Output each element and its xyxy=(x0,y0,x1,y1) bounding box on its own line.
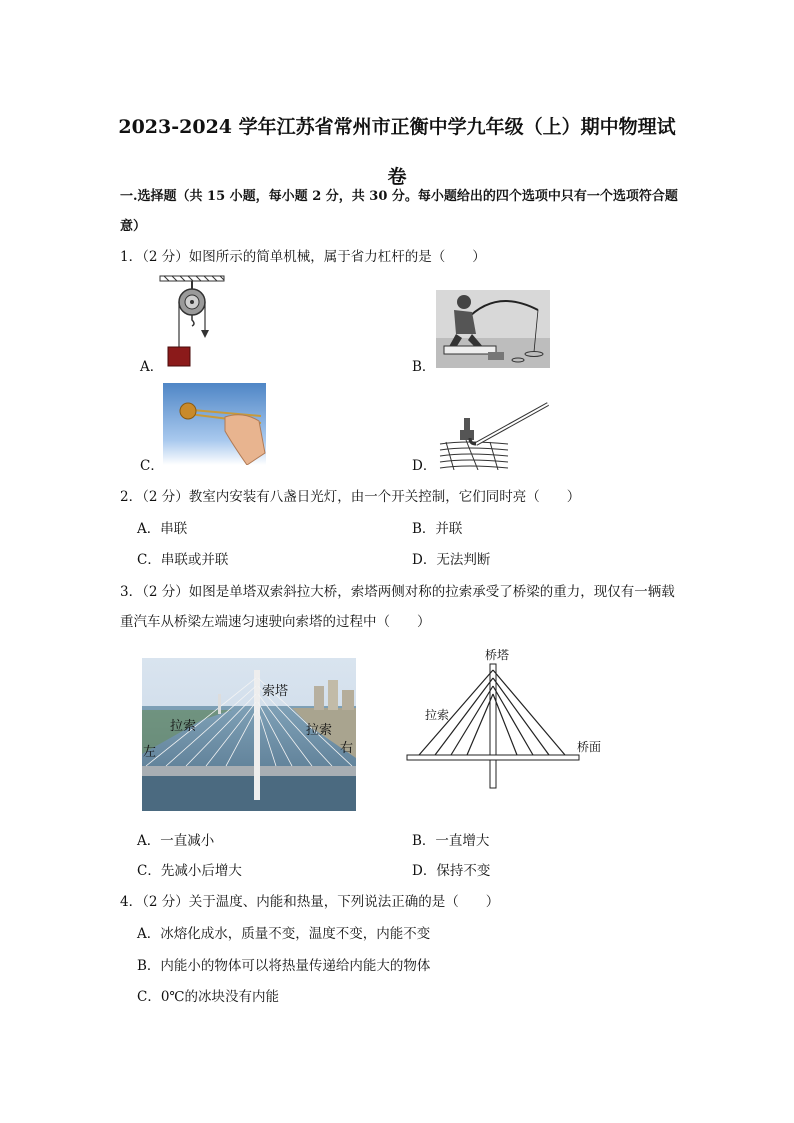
chopsticks-image xyxy=(163,383,266,465)
question-2-stem: 2．（2 分）教室内安装有八盏日光灯，由一个开关控制，它们同时亮（ ） xyxy=(120,489,581,505)
question-2-option-c: C．串联或并联 xyxy=(137,552,229,568)
pulley-image xyxy=(158,274,228,370)
question-2-option-b: B．并联 xyxy=(412,521,463,537)
question-4-option-c: C．0℃的冰块没有内能 xyxy=(137,989,280,1005)
fishing-rod-image xyxy=(436,290,550,368)
question-3-stem: 3．（2 分）如图是单塔双索斜拉大桥，索塔两侧对称的拉索承受了桥梁的重力，现仅有一辆载重汽车从桥梁左端速匀速驶向索塔的过程中（ ） xyxy=(120,584,675,630)
diagram-label-cable: 拉索 xyxy=(425,708,450,722)
question-1-stem: 1．（2 分）如图所示的简单机械，属于省力杠杆的是（ ） xyxy=(120,249,486,265)
question-4-stem: 4．（2 分）关于温度、内能和热量，下列说法正确的是（ ） xyxy=(120,894,500,910)
bridge-photo xyxy=(142,658,356,811)
question-1-option-c: C． xyxy=(140,458,164,474)
question-4-option-b: B．内能小的物体可以将热量传递给内能大的物体 xyxy=(137,958,431,974)
bridge-diagram xyxy=(405,644,605,792)
question-1-option-a: A． xyxy=(140,359,164,375)
photo-label-right: 右 xyxy=(340,741,354,756)
title-line-1: 2023-2024 学年江苏省常州市正衡中学九年级（上）期中物理试 xyxy=(118,116,676,138)
question-3-option-a: A．一直减小 xyxy=(137,833,215,849)
photo-label-tower: 索塔 xyxy=(262,684,289,699)
photo-label-cable-left: 拉索 xyxy=(170,719,197,734)
question-3-option-d: D．保持不变 xyxy=(412,863,491,879)
photo-label-left: 左 xyxy=(143,745,157,760)
question-1-option-d: D． xyxy=(412,458,437,474)
crowbar-image xyxy=(436,400,552,470)
question-2-option-a: A．串联 xyxy=(137,521,188,537)
question-1-option-b: B． xyxy=(412,359,436,375)
question-3-option-c: C．先减小后增大 xyxy=(137,863,242,879)
question-4-option-a: A．冰熔化成水，质量不变，温度不变，内能不变 xyxy=(137,926,431,942)
question-2-option-d: D．无法判断 xyxy=(412,552,491,568)
title-line-2: 卷 xyxy=(387,166,407,188)
section-header: 一.选择题（共 15 小题，每小题 2 分，共 30 分。每小题给出的四个选项中只有一个选项符合题意） xyxy=(120,189,678,234)
diagram-label-tower: 桥塔 xyxy=(485,648,510,662)
question-3-option-b: B．一直增大 xyxy=(412,833,490,849)
diagram-label-deck: 桥面 xyxy=(577,740,602,754)
photo-label-cable-right: 拉索 xyxy=(306,723,333,738)
